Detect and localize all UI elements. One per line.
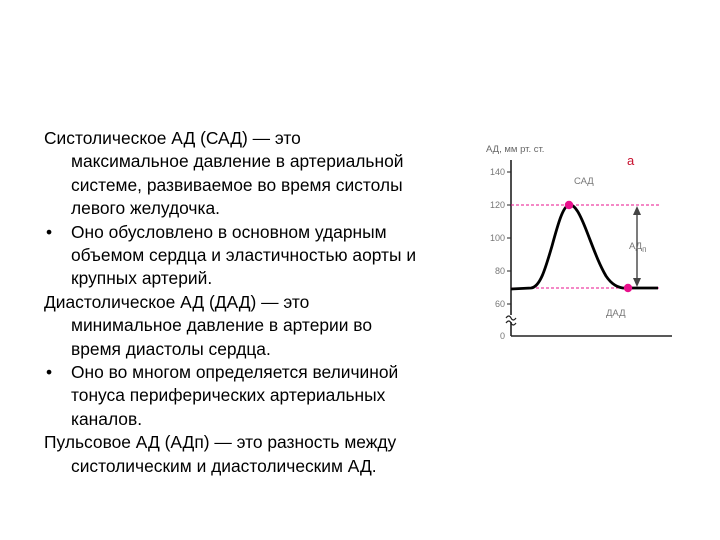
pressure-curve-diagram — [476, 136, 716, 346]
text-block — [44, 127, 476, 478]
pulse-pressure-label-sub: п — [642, 245, 647, 254]
tick-label: 120 — [489, 200, 505, 210]
bullet-marker: • — [46, 221, 53, 242]
axis-break-mark — [506, 316, 516, 320]
tick-label: 60 — [494, 299, 505, 309]
diastolic-bullet-line: тонуса периферических артериальных — [71, 385, 386, 406]
diastolic-definition-line: время диастолы сердца. — [71, 338, 271, 359]
diastolic-definition — [44, 291, 476, 361]
pulse-pressure-label — [629, 241, 646, 254]
diastolic-marker — [624, 284, 632, 292]
diastolic-term: Диастолическое АД (ДАД) — [44, 291, 257, 312]
diastolic-definition-lead: — это — [256, 291, 310, 312]
diastolic-bullet — [44, 361, 476, 431]
tick-label: 80 — [494, 266, 505, 276]
systolic-definition-line: системе, развиваемое во время систолы — [71, 174, 403, 195]
diastolic-label: ДАД — [606, 308, 626, 319]
pulse-definition-lead: — это разность между — [209, 432, 397, 453]
systolic-bullet — [44, 221, 476, 291]
systolic-bullet-line: объемом сердца и эластичностью аорты и — [71, 245, 417, 266]
tick-label: 100 — [489, 233, 505, 243]
systolic-label: САД — [574, 176, 594, 187]
diastolic-bullet-line: каналов. — [71, 408, 143, 429]
systolic-marker — [565, 201, 573, 209]
corner-label: а — [627, 153, 635, 168]
pulse-pressure-label-main: АД — [629, 241, 643, 252]
systolic-definition-line: левого желудочка. — [71, 198, 220, 219]
pulse-definition — [44, 431, 476, 478]
systolic-definition-line: максимальное давление в артериальной — [71, 151, 404, 172]
arrowhead-up-icon — [633, 206, 641, 215]
arrowhead-down-icon — [633, 278, 641, 287]
pulse-definition-line: систолическим и диастолическим АД. — [71, 455, 377, 476]
tick-label: 140 — [489, 167, 505, 177]
axis-title: АД, мм рт. ст. — [486, 144, 545, 155]
diastolic-bullet-line: Оно во многом определяется величиной — [71, 362, 399, 383]
systolic-bullet-line: крупных артерий. — [71, 268, 213, 289]
diastolic-definition-line: минимальное давление в артерии во — [71, 315, 373, 336]
systolic-bullet-line: Оно обусловлено в основном ударным — [71, 221, 387, 242]
bullet-marker: • — [46, 362, 53, 383]
systolic-definition-lead: — это — [247, 128, 301, 148]
systolic-term: Систолическое АД (САД) — [44, 128, 248, 148]
tick-label: 0 — [499, 331, 505, 341]
pulse-term: Пульсовое АД (АДп) — [44, 432, 210, 453]
systolic-definition — [44, 127, 476, 221]
